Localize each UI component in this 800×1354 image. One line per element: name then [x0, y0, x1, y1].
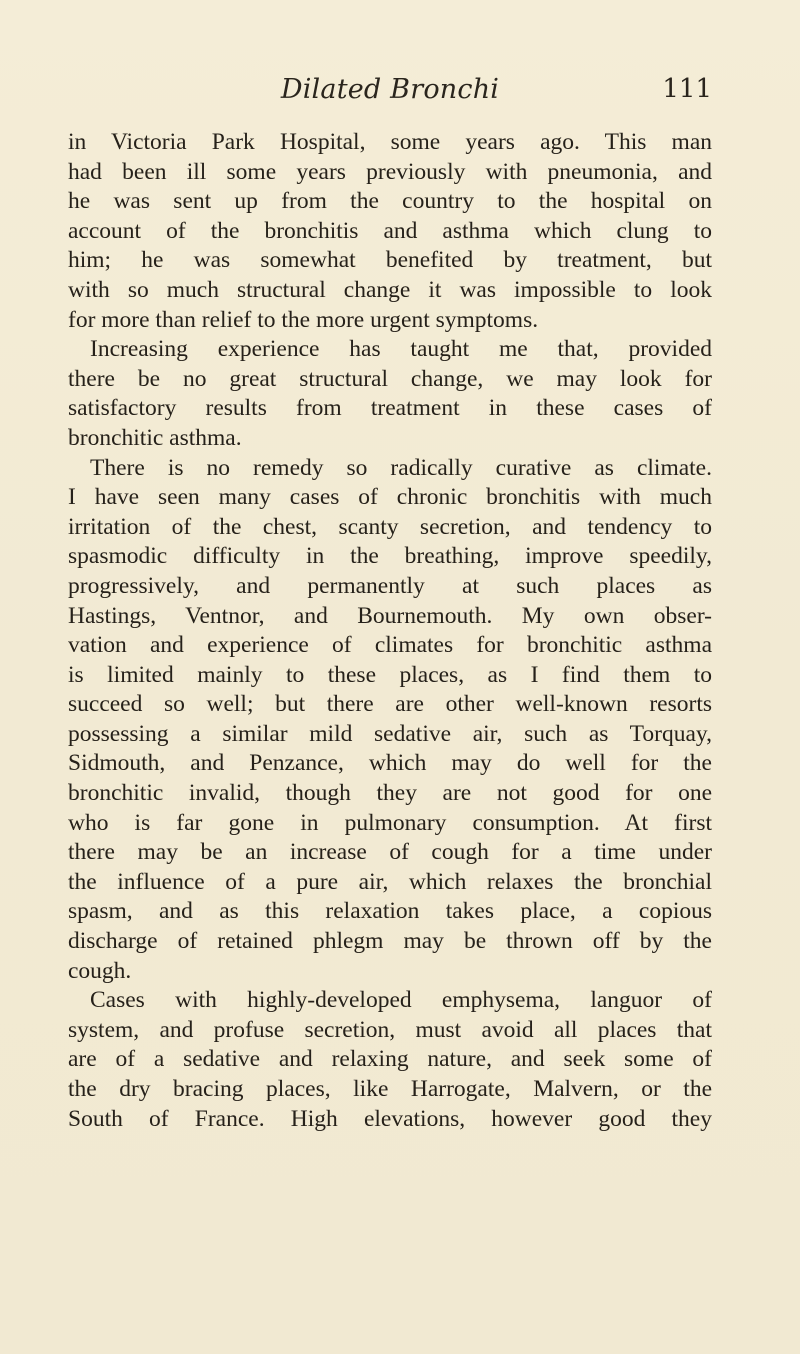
paragraph-start: Increasing experience has taught me that, provided: [90, 336, 712, 363]
text-line: he was sent up from the country to the hospital on: [68, 188, 712, 215]
text-line: spasm, and as this relaxation takes place, a copious: [68, 898, 712, 925]
text-line: cough.: [68, 957, 132, 984]
text-line: possessing a similar mild sedative air, such as Torquay,: [68, 720, 712, 747]
text-line: the influence of a pure air, which relaxes the bronchial: [68, 868, 712, 895]
text-line: system, and profuse secretion, must avoid all places that: [68, 1016, 712, 1043]
paragraph-start: Cases with highly-developed emphysema, languor of: [90, 987, 712, 1014]
text-line: had been ill some years previously with pneumonia, and: [68, 158, 712, 185]
text-line: Hastings, Ventnor, and Bournemouth. My own obser-: [68, 602, 712, 629]
text-line: are of a sedative and relaxing nature, and seek some of: [68, 1046, 712, 1073]
paragraph-start: There is no remedy so radically curative as climate.: [90, 454, 712, 481]
running-title: Dilated Bronchi: [280, 74, 500, 105]
body-text: [68, 128, 712, 1134]
page-number: 111: [662, 74, 712, 104]
text-line: progressively, and permanently at such places as: [68, 572, 712, 599]
page-header: [68, 74, 712, 114]
text-line: Sidmouth, and Penzance, which may do well for the: [68, 750, 712, 777]
text-line: bronchitic invalid, though they are not good for one: [68, 780, 712, 807]
text-line: with so much structural change it was impossible to look: [68, 276, 712, 303]
text-line: succeed so well; but there are other well-known resorts: [68, 691, 712, 718]
text-line: in Victoria Park Hospital, some years ago. This man: [68, 129, 712, 155]
text-line: is limited mainly to these places, as I find them to: [68, 661, 712, 688]
text-line: who is far gone in pulmonary consumption. At first: [68, 809, 712, 836]
text-line: there may be an increase of cough for a time under: [68, 839, 712, 866]
text-line: spasmodic difficulty in the breathing, improve speedily,: [68, 543, 712, 570]
text-line: South of France. High elevations, however good they: [68, 1105, 712, 1132]
text-line: irritation of the chest, scanty secretion, and tendency to: [68, 513, 712, 540]
text-line: the dry bracing places, like Harrogate, Malvern, or the: [68, 1076, 712, 1102]
text-line: him; he was somewhat benefited by treatment, but: [68, 247, 712, 274]
text-line: bronchitic asthma.: [68, 424, 242, 451]
text-line: there be no great structural change, we may look for: [68, 365, 712, 392]
text-line: I have seen many cases of chronic bronchitis with much: [68, 484, 712, 511]
text-line: satisfactory results from treatment in these cases of: [68, 395, 712, 422]
text-line: for more than relief to the more urgent symptoms.: [68, 306, 539, 333]
text-line: vation and experience of climates for bronchitic asthma: [68, 632, 712, 659]
text-line: account of the bronchitis and asthma which clung to: [68, 217, 712, 244]
text-line: discharge of retained phlegm may be thrown off by the: [68, 928, 712, 955]
